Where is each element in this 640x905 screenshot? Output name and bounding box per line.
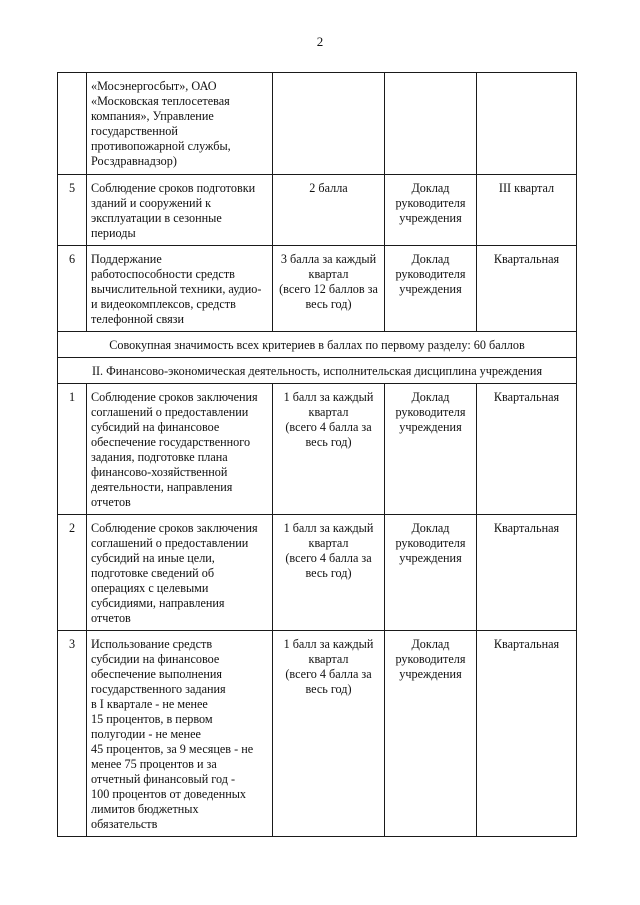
criterion-line: противопожарной службы, bbox=[91, 139, 231, 153]
source-cell bbox=[385, 175, 477, 246]
points-cell bbox=[273, 73, 385, 175]
source-line: учреждения bbox=[399, 420, 462, 434]
criterion-line: соглашений о предоставлении bbox=[91, 536, 249, 550]
source-line: Доклад bbox=[411, 252, 450, 266]
criterion-cell bbox=[87, 515, 273, 631]
criterion-line: телефонной связи bbox=[91, 312, 185, 326]
criterion-line: соглашений о предоставлении bbox=[91, 405, 249, 419]
row-number bbox=[58, 73, 87, 175]
points-line: 2 балла bbox=[309, 181, 348, 195]
points-line: весь год) bbox=[305, 682, 352, 696]
criterion-line: полугодии - не менее bbox=[91, 727, 201, 741]
points-cell bbox=[273, 246, 385, 332]
criterion-line: операциях с целевыми bbox=[91, 581, 209, 595]
table-row bbox=[58, 73, 577, 175]
criterion-line: 100 процентов от доведенных bbox=[91, 787, 247, 801]
row-number: 6 bbox=[58, 246, 87, 332]
points-line: (всего 4 балла за bbox=[285, 667, 372, 681]
row-number: 1 bbox=[58, 384, 87, 515]
source-line: учреждения bbox=[399, 667, 462, 681]
criterion-line: и видеокомплексов, средств bbox=[91, 297, 236, 311]
points-line: квартал bbox=[308, 405, 349, 419]
criterion-line: менее 75 процентов и за bbox=[91, 757, 217, 771]
criterion-line: Соблюдение сроков заключения bbox=[91, 521, 258, 535]
criterion-line: в I квартале - не менее bbox=[91, 697, 208, 711]
row-number: 5 bbox=[58, 175, 87, 246]
points-cell bbox=[273, 384, 385, 515]
source-line: учреждения bbox=[399, 282, 462, 296]
criterion-line: 15 процентов, в первом bbox=[91, 712, 213, 726]
criterion-line: обеспечение выполнения bbox=[91, 667, 222, 681]
criterion-line: работоспособности средств bbox=[91, 267, 235, 281]
criterion-line: «Мосэнергосбыт», ОАО bbox=[91, 79, 217, 93]
criterion-line: субсидии на финансовое bbox=[91, 652, 220, 666]
table-row bbox=[58, 631, 577, 837]
source-line: учреждения bbox=[399, 551, 462, 565]
points-line: (всего 12 баллов за bbox=[279, 282, 378, 296]
criterion-line: «Московская теплосетевая bbox=[91, 94, 230, 108]
source-cell bbox=[385, 384, 477, 515]
criterion-line: эксплуатации в сезонные bbox=[91, 211, 222, 225]
points-line: весь год) bbox=[305, 435, 352, 449]
points-line: 1 балл за каждый bbox=[283, 637, 374, 651]
criterion-line: обеспечение государственного bbox=[91, 435, 251, 449]
period-cell: Квартальная bbox=[477, 515, 577, 631]
summary-row bbox=[58, 332, 577, 358]
points-cell bbox=[273, 631, 385, 837]
points-line: весь год) bbox=[305, 297, 352, 311]
criterion-cell bbox=[87, 246, 273, 332]
criterion-line: государственного задания bbox=[91, 682, 226, 696]
row-number: 2 bbox=[58, 515, 87, 631]
source-line: руководителя bbox=[395, 405, 466, 419]
source-line: руководителя bbox=[395, 536, 466, 550]
points-line: 1 балл за каждый bbox=[283, 521, 374, 535]
source-cell bbox=[385, 631, 477, 837]
criteria-table bbox=[57, 72, 577, 837]
points-line: (всего 4 балла за bbox=[285, 420, 372, 434]
page-number: 2 bbox=[316, 34, 324, 49]
criterion-line: субсидий на финансовое bbox=[91, 420, 220, 434]
table-row bbox=[58, 384, 577, 515]
criterion-line: 45 процентов, за 9 месяцев - не bbox=[91, 742, 254, 756]
criterion-line: компания», Управление bbox=[91, 109, 214, 123]
criterion-line: Росздравнадзор) bbox=[91, 154, 177, 168]
criterion-line: субсидий на иные цели, bbox=[91, 551, 215, 565]
period-cell: Квартальная bbox=[477, 246, 577, 332]
criterion-line: зданий и сооружений к bbox=[91, 196, 212, 210]
criterion-cell bbox=[87, 175, 273, 246]
criterion-line: отчетов bbox=[91, 611, 131, 625]
criterion-line: вычислительной техники, аудио- bbox=[91, 282, 262, 296]
criterion-line: субсидиями, направления bbox=[91, 596, 225, 610]
source-line: Доклад bbox=[411, 521, 450, 535]
section-title-row bbox=[58, 358, 577, 384]
points-line: квартал bbox=[308, 652, 349, 666]
criterion-line: лимитов бюджетных bbox=[91, 802, 199, 816]
points-line: квартал bbox=[308, 536, 349, 550]
source-line: руководителя bbox=[395, 652, 466, 666]
criterion-line: отчетный финансовый год - bbox=[91, 772, 236, 786]
period-cell: Квартальная bbox=[477, 631, 577, 837]
criterion-line: деятельности, направления bbox=[91, 480, 233, 494]
points-line: 3 балла за каждый bbox=[280, 252, 377, 266]
table-row bbox=[58, 515, 577, 631]
period-cell: III квартал bbox=[477, 175, 577, 246]
points-cell bbox=[273, 175, 385, 246]
criterion-line: отчетов bbox=[91, 495, 131, 509]
summary-text: Совокупная значимость всех критериев в баллах по первому разделу: 60 баллов bbox=[58, 332, 577, 358]
source-line: руководителя bbox=[395, 267, 466, 281]
criterion-line: периоды bbox=[91, 226, 136, 240]
row-number: 3 bbox=[58, 631, 87, 837]
criterion-line: Использование средств bbox=[91, 637, 213, 651]
source-line: Доклад bbox=[411, 181, 450, 195]
source-line: Доклад bbox=[411, 637, 450, 651]
criterion-line: Соблюдение сроков заключения bbox=[91, 390, 258, 404]
period-cell bbox=[477, 73, 577, 175]
criterion-line: задания, подготовке плана bbox=[91, 450, 228, 464]
criterion-line: Соблюдение сроков подготовки bbox=[91, 181, 256, 195]
source-line: Доклад bbox=[411, 390, 450, 404]
criterion-line: подготовке сведений об bbox=[91, 566, 215, 580]
criterion-line: государственной bbox=[91, 124, 178, 138]
criterion-line: Поддержание bbox=[91, 252, 162, 266]
points-line: весь год) bbox=[305, 566, 352, 580]
source-cell bbox=[385, 515, 477, 631]
points-line: (всего 4 балла за bbox=[285, 551, 372, 565]
criterion-line: обязательств bbox=[91, 817, 158, 831]
section-title: II. Финансово-экономическая деятельность, исполнительская дисциплина учреждения bbox=[58, 358, 577, 384]
table-row bbox=[58, 246, 577, 332]
points-line: квартал bbox=[308, 267, 349, 281]
criterion-cell bbox=[87, 384, 273, 515]
criterion-cell bbox=[87, 73, 273, 175]
criterion-line: финансово-хозяйственной bbox=[91, 465, 228, 479]
points-cell bbox=[273, 515, 385, 631]
source-line: учреждения bbox=[399, 211, 462, 225]
criterion-cell bbox=[87, 631, 273, 837]
points-line: 1 балл за каждый bbox=[283, 390, 374, 404]
period-cell: Квартальная bbox=[477, 384, 577, 515]
source-line: руководителя bbox=[395, 196, 466, 210]
source-cell bbox=[385, 73, 477, 175]
source-cell bbox=[385, 246, 477, 332]
table-row bbox=[58, 175, 577, 246]
